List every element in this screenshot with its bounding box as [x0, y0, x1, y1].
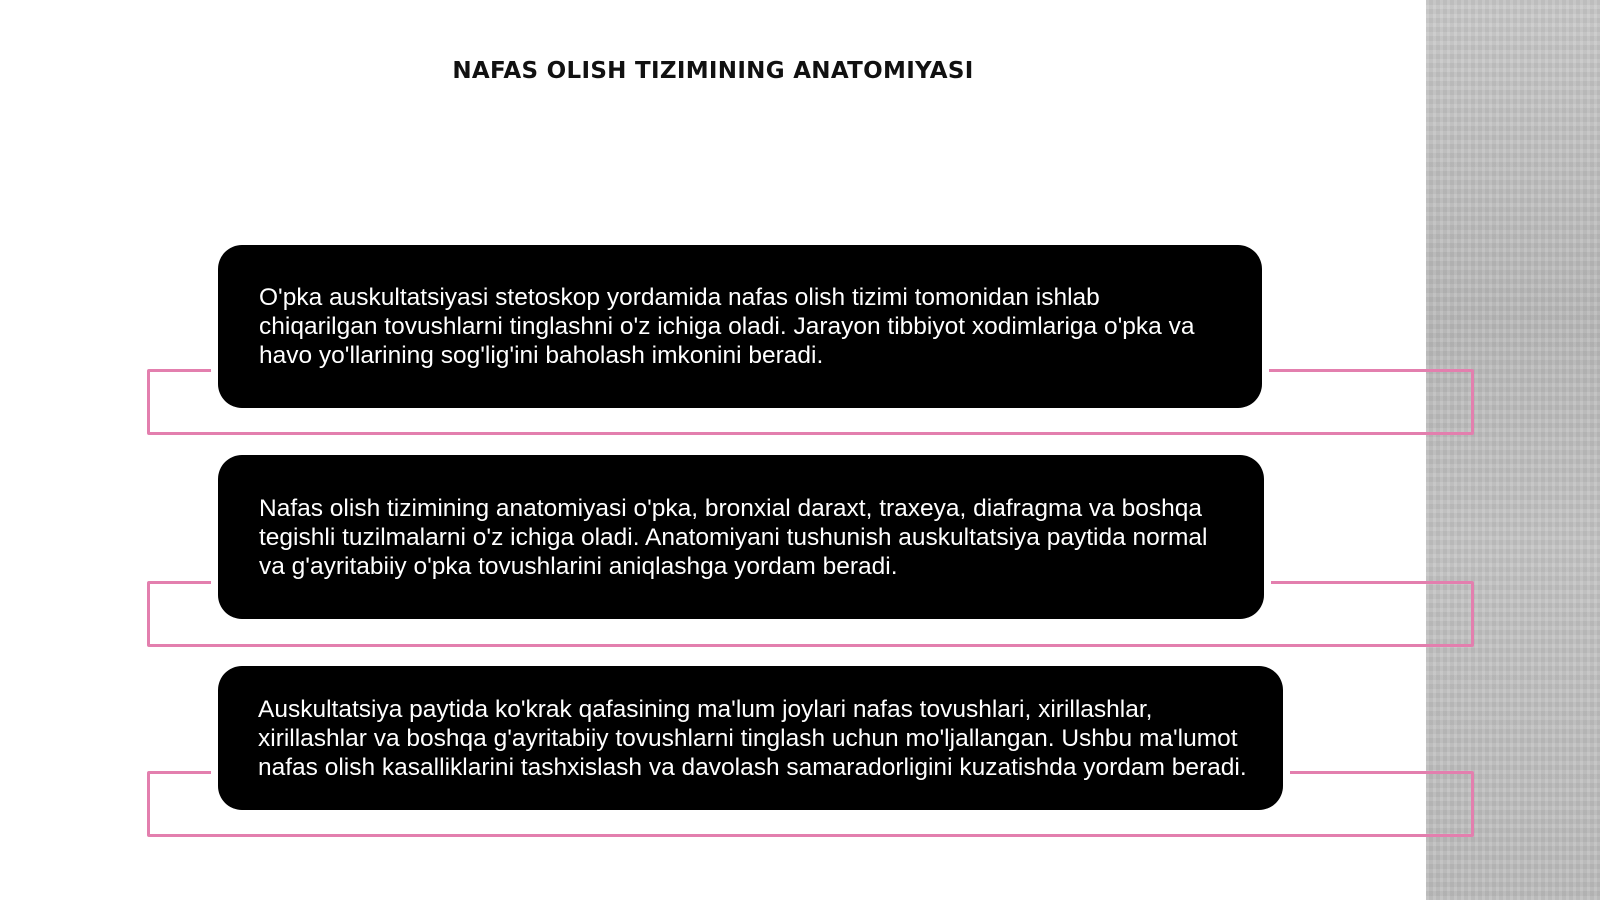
- slide-title: NAFAS OLISH TIZIMINING ANATOMIYASI: [452, 58, 974, 84]
- content-card-1-text: O'pka auskultatsiyasi stetoskop yordamida nafas olish tizimi tomonidan ishlab chiqarilgan tovushlarni tinglashni o'z ichiga oladi. Jarayon tibbiyot xodimlariga o'pka va havo yo'llarining sog'lig'ini baholash imkonini beradi.: [259, 284, 1195, 369]
- side-texture-panel: [1426, 0, 1600, 900]
- content-card-2-text: Nafas olish tizimining anatomiyasi o'pka, bronxial daraxt, traxeya, diafragma va boshqa tegishli tuzilmalarni o'z ichiga oladi. Anatomiyani tushunish auskultatsiya paytida normal va g'ayritabiiy o'pka tovushlarini aniqlashga yordam beradi.: [259, 494, 1208, 580]
- content-card-3: [218, 666, 1283, 810]
- content-card-3-text: Auskultatsiya paytida ko'krak qafasining ma'lum joylari nafas tovushlari, xirillashlar, xirillashlar va boshqa g'ayritabiiy tovushlarni tinglash uchun mo'ljallangan. Ushbu ma'lumot nafas olish kasalliklarini tashxislash va davolash samaradorligini kuzatishda yordam beradi.: [258, 695, 1247, 781]
- content-card-1: [218, 245, 1262, 408]
- content-card-2: [218, 455, 1264, 619]
